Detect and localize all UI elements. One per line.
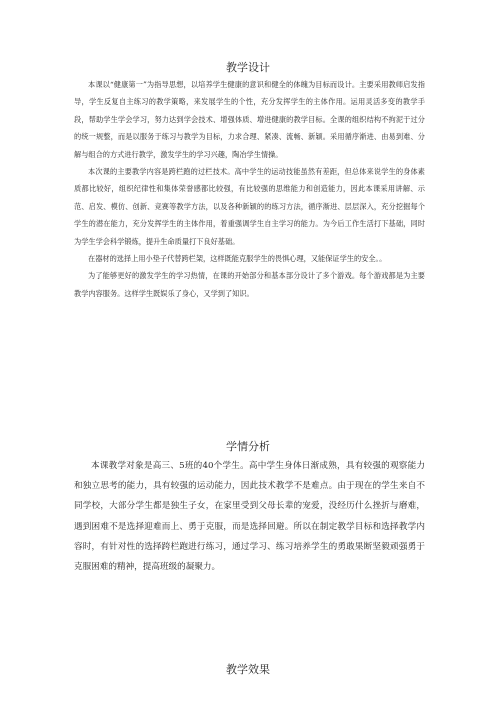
analysis-paragraph-1: 本课教学对象是高三、5班的40个学生。高中学生身体日渐成熟，具有较强的观察能力和独立思考的能力，具有较强的运动能力，因此技术教学不是难点。由于现在的学生来自不同学校，大部分学生都是独生子女，在家里受到父母长辈的宠爱，没经历什么挫折与磨难，遇到困难不是选择迎难而上、勇于克服，而是选择回避。所以在制定教学目标和选择教学内容时，有针对性的选择跨栏跑进行练习，通过学习、练习培养学生的勇敢果断坚毅顽强勇于克服困难的精神，提高班级的凝聚力。: [74, 461, 425, 573]
design-paragraph-2: 本次课的主要教学内容是跨栏跑的过栏技术。高中学生的运动技能虽然有差距，但总体来说学生的身体素质都比较好，组织纪律性和集体荣誉感都比较强，有比较强的思维能力和创造能力，因此本课采用讲解、示范、启发、模仿、创新、竞赛等教学方法，以及各种新颖的的练习方法，循序渐进、层层深入，充分挖掘每个学生的潜在能力，充分发挥学生的主体作用，着重强调学生自主学习的能力。为今后工作生活打下基础，同时为学生学会科学锻炼，提升生命质量打下良好基础。: [74, 167, 425, 246]
section-title-analysis: 学情分析: [226, 440, 270, 453]
design-paragraph-3: 在器材的选择上用小垫子代替跨栏架，这样既能克服学生的畏惧心理，又能保证学生的安全。。: [88, 254, 387, 264]
section-title-effect: 教学效果: [226, 663, 270, 676]
analysis-section-body: [74, 456, 425, 577]
design-paragraph-1: 本课以“健康第一”为指导思想，以培养学生健康的意识和健全的体魄为目标而设计。主要采用教师启发指导，学生反复自主练习的教学策略，来发展学生的个性，充分发挥学生的主体作用。运用灵活多变的教学手段，帮助学生学会学习，努力达到学会技术、增强体质、增进健康的教学目标。全课的组织结构不拘泥于过分的统一规整，而是以服务于练习与教学为目标，力求合理、紧凑、流畅、新颖。采用循序渐进、由易到难、分解与组合的方式进行教学，激发学生的学习兴趣，陶冶学生情操。: [74, 80, 425, 159]
design-section-body: [74, 76, 425, 302]
design-paragraph-4: 为了能够更好的激发学生的学习热情，在课的开始部分和基本部分设计了多个游戏。每个游戏都是为主要教学内容服务。这样学生既娱乐了身心，又学到了知识。: [74, 271, 425, 298]
section-title-design: 教学设计: [226, 61, 270, 74]
